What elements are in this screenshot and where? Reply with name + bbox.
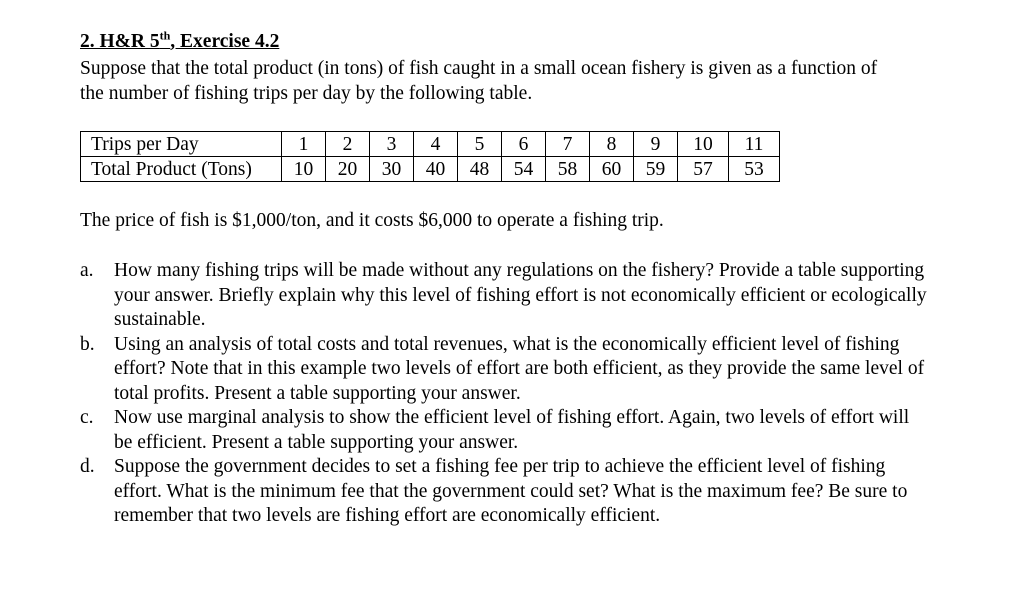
table-cell-product: 30: [370, 157, 414, 182]
table-row-trips: [81, 132, 780, 157]
table-cell-trips: 6: [502, 132, 546, 157]
table-cell-trips: 11: [729, 132, 780, 157]
question-marker: a.: [80, 260, 94, 281]
table-cell-trips: 2: [326, 132, 370, 157]
table-row-product: [81, 157, 780, 182]
exercise-number: 2. H&R 5: [80, 31, 160, 52]
table-cell-product: 59: [634, 157, 678, 182]
table-cell-trips: 1: [282, 132, 326, 157]
table-cell-product: 53: [729, 157, 780, 182]
table-cell-product: 58: [546, 157, 590, 182]
question-list: [80, 259, 930, 529]
exercise-superscript: th: [159, 28, 171, 43]
table-cell-trips: 4: [414, 132, 458, 157]
table-cell-trips: 9: [634, 132, 678, 157]
table-cell-product: 60: [590, 157, 634, 182]
table-cell-trips: 7: [546, 132, 590, 157]
question-text: Now use marginal analysis to show the efficient level of fishing effort. Again, two levels of effort will be efficient. Present a table supporting your answer.: [114, 407, 910, 453]
fishery-table: [80, 131, 780, 182]
table-cell-trips: 10: [678, 132, 729, 157]
question-text: How many fishing trips will be made without any regulations on the fishery? Provide a table supporting your answer. Briefly explain why this level of fishing effort is not economically efficient or ecologically sustainable.: [114, 260, 927, 330]
table-cell-trips: 5: [458, 132, 502, 157]
exercise-suffix: , Exercise 4.2: [170, 31, 280, 52]
table-cell-product: 20: [326, 157, 370, 182]
table-cell-trips: 3: [370, 132, 414, 157]
row-label-product: Total Product (Tons): [81, 157, 282, 182]
row-label-trips: Trips per Day: [81, 132, 282, 157]
question-marker: d.: [80, 456, 95, 477]
table-cell-trips: 8: [590, 132, 634, 157]
question-marker: c.: [80, 407, 94, 428]
table-cell-product: 10: [282, 157, 326, 182]
question-marker: b.: [80, 333, 95, 355]
question-a: [80, 259, 930, 333]
question-text: Using an analysis of total costs and total revenues, what is the economically efficient level of fishing effort? Note that in this example two levels of effort are both efficient, as they provide the same level of total profits. Present a table supporting your answer.: [114, 333, 925, 404]
table-cell-product: 40: [414, 157, 458, 182]
question-text: Suppose the government decides to set a fishing fee per trip to achieve the efficient level of fishing effort. What is the minimum fee that the government could set? What is the maximum fee? Be sure to remember that two levels are fishing effort are economically efficient.: [114, 456, 908, 526]
table-cell-product: 57: [678, 157, 729, 182]
question-b: [80, 333, 930, 407]
question-c: [80, 406, 930, 455]
intro-paragraph: Suppose that the total product (in tons) of fish caught in a small ocean fishery is given as a function of the number of fishing trips per day by the following table.: [80, 58, 878, 104]
price-statement: The price of fish is $1,000/ton, and it costs $6,000 to operate a fishing trip.: [80, 210, 664, 231]
table-cell-product: 48: [458, 157, 502, 182]
exercise-heading: [80, 30, 279, 55]
table-cell-product: 54: [502, 157, 546, 182]
question-d: [80, 455, 930, 529]
